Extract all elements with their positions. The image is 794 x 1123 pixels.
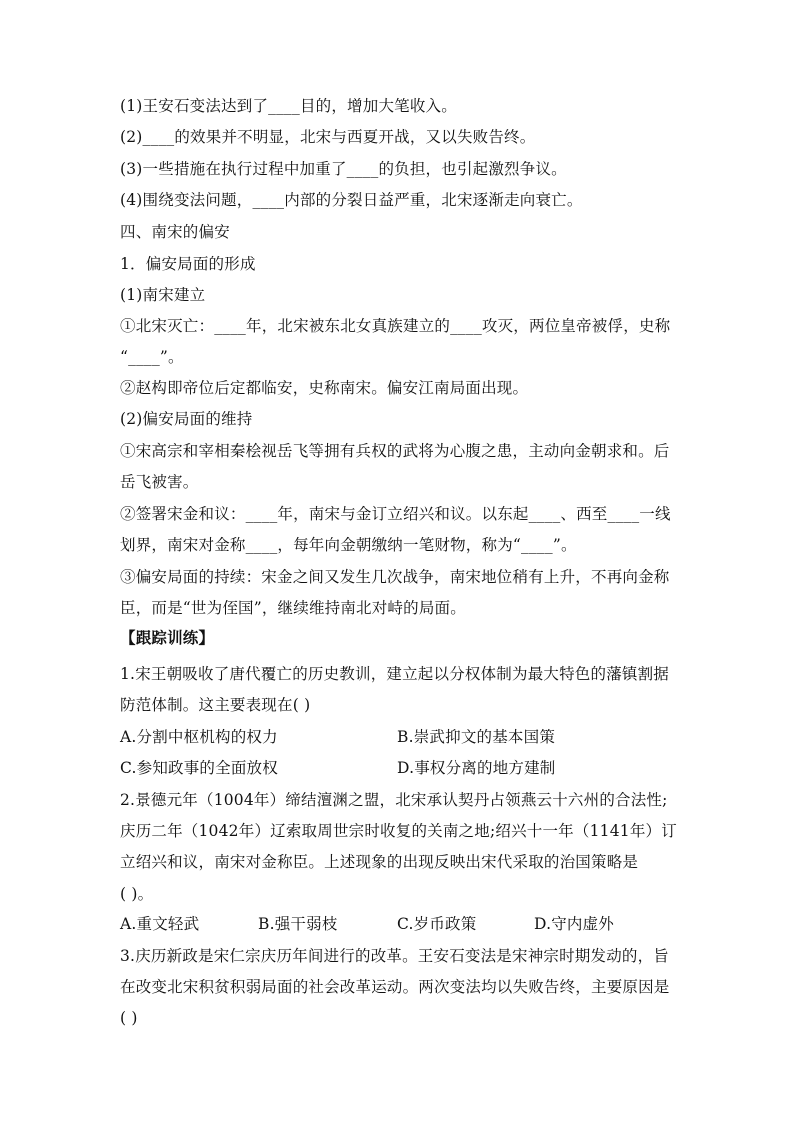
question-1-option-a: A.分割中枢机构的权力 [120,728,278,746]
paragraph-line: 岳飞被害。 [120,473,199,491]
paragraph-line: “____”。 [120,348,184,366]
question-2-option-c: C.岁币政策 [397,915,477,933]
question-3-text: 在改变北宋积贫积弱局面的社会改革运动。两次变法均以失败告终，主要原因是 [120,978,670,996]
reform-point-1: (1)王安石变法达到了____目的，增加大笔收入。 [120,97,457,115]
reform-point-2: (2)____的效果并不明显，北宋与西夏开战，又以失败告终。 [120,128,536,146]
paragraph-line: 臣，而是“世为侄国”，继续维持南北对峙的局面。 [120,599,466,617]
question-2-text: 2.景德元年（1004年）缔结澶渊之盟，北宋承认契丹占领燕云十六州的合法性; [120,791,668,809]
paragraph-line: 划界，南宋对金称____，每年向金朝缴纳一笔财物，称为“____”。 [120,536,577,554]
question-1-text: 1.宋王朝吸收了唐代覆亡的历史教训，建立起以分权体制为最大特色的藩镇割据 [120,665,669,683]
paragraph-line: ③偏安局面的持续：宋金之间又发生几次战争，南宋地位稍有上升，不再向金称 [120,568,670,586]
item-heading-2: (2)偏安局面的维持 [120,410,253,428]
paragraph-line: ②赵构即帝位后定都临安，史称南宋。偏安江南局面出现。 [120,379,529,397]
question-2-text: 庆历二年（1042年）辽索取周世宗时收复的关南之地;绍兴十一年（1141年）订 [120,822,677,840]
section-heading: 四、南宋的偏安 [120,223,230,241]
paragraph-line: ②签署宋金和议：____年，南宋与金订立绍兴和议。以东起____、西至____一线 [120,505,671,523]
question-2-text: ( )。 [120,885,154,903]
question-2-option-a: A.重文轻武 [120,915,200,933]
question-1-text: 防范体制。这主要表现在( ) [120,696,311,714]
question-1-option-b: B.崇武抑文的基本国策 [397,728,556,746]
question-1-option-d: D.事权分离的地方建制 [397,759,556,777]
question-3-text: ( ) [120,1009,138,1027]
question-2-option-d: D.守内虚外 [534,915,615,933]
reform-point-4: (4)围绕变法问题，____内部的分裂日益严重，北宋逐渐走向衰亡。 [120,191,583,209]
question-2-text: 立绍兴和议，南宋对金称臣。上述现象的出现反映出宋代采取的治国策略是 [120,853,639,871]
question-3-text: 3.庆历新政是宋仁宗庆历年间进行的改革。王安石变法是宋神宗时期发动的，旨 [120,947,669,965]
paragraph-line: ①宋高宗和宰相秦桧视岳飞等拥有兵权的武将为心腹之患，主动向金朝求和。后 [120,442,670,460]
item-heading-1: (1)南宋建立 [120,286,206,304]
paragraph-line: ①北宋灭亡：____年，北宋被东北女真族建立的____攻灭，两位皇帝被俘，史称 [120,317,671,335]
subsection-heading: 1．偏安局面的形成 [120,255,256,273]
question-2-option-b: B.强干弱枝 [258,915,338,933]
practice-heading: 【跟踪训练】 [120,628,215,647]
question-1-option-c: C.参知政事的全面放权 [120,759,278,777]
reform-point-3: (3)一些措施在执行过程中加重了____的负担，也引起激烈争议。 [120,160,567,178]
